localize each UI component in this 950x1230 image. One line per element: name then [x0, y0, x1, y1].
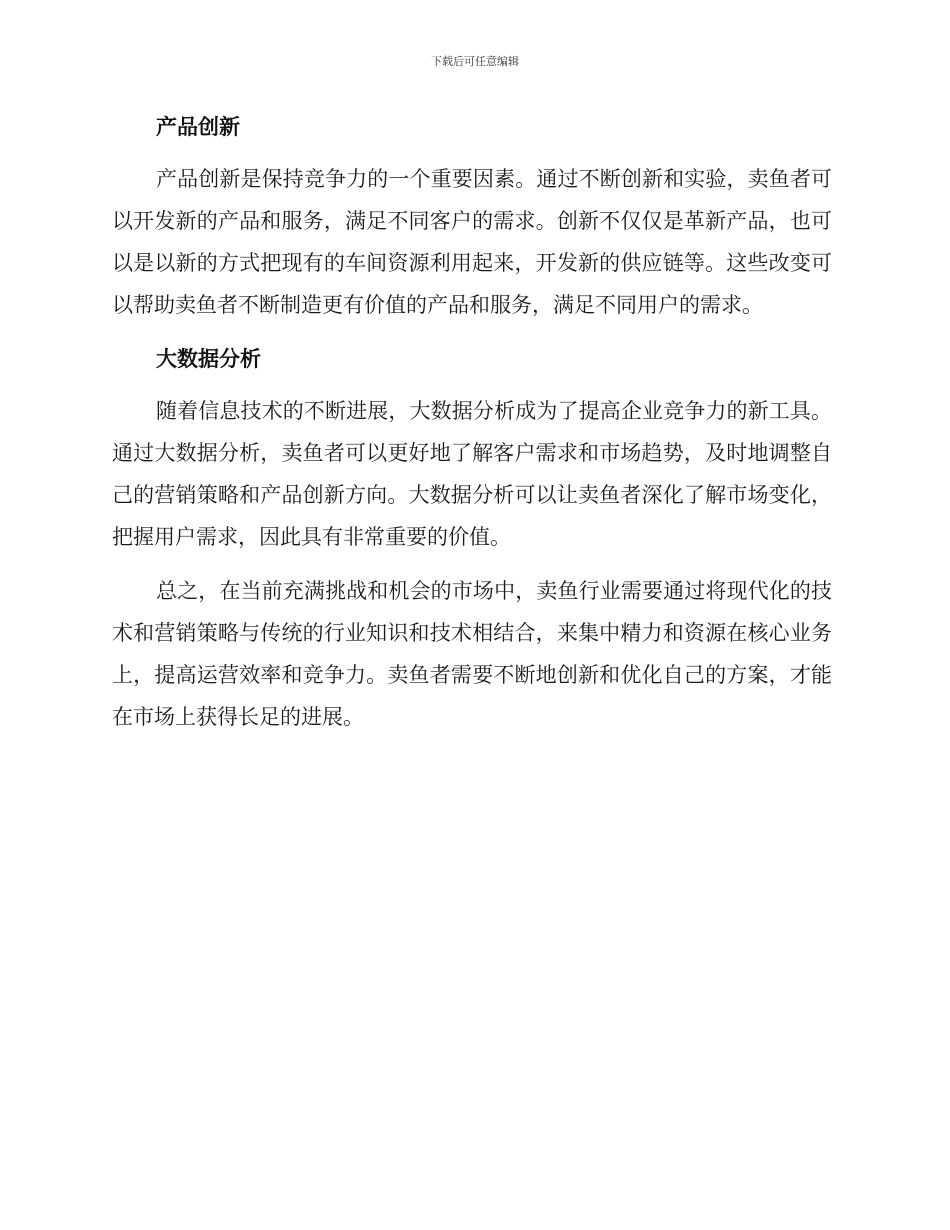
spacer [112, 380, 832, 390]
header-note: 下载后可任意编辑 [431, 55, 519, 68]
paragraph-big-data: 随着信息技术的不断进展，大数据分析成为了提高企业竞争力的新工具。通过大数据分析，卖鱼者可以更好地了解客户需求和市场趋势，及时地调整自己的营销策略和产品创新方向。大数据分析可以让卖鱼者深化了解市场变化，把握用户需求，因此具有非常重要的价值。 [112, 399, 832, 549]
document-body [112, 106, 832, 738]
paragraph-product-innovation: 产品创新是保持竞争力的一个重要因素。通过不断创新和实验，卖鱼者可以开发新的产品和服务，满足不同客户的需求。创新不仅仅是革新产品，也可以是以新的方式把现有的车间资源利用起来，开发新的供应链等。这些改变可以帮助卖鱼者不断制造更有价值的产品和服务，满足不同用户的需求。 [112, 167, 832, 317]
spacer [112, 558, 832, 570]
section-heading-product-innovation: 产品创新 [156, 114, 240, 139]
section-heading-big-data: 大数据分析 [156, 346, 261, 371]
spacer [112, 148, 832, 158]
paragraph-conclusion: 总之，在当前充满挑战和机会的市场中，卖鱼行业需要通过将现代化的技术和营销策略与传统的行业知识和技术相结合，来集中精力和资源在核心业务上，提高运营效率和竞争力。卖鱼者需要不断地创新和优化自己的方案，才能在市场上获得长足的进展。 [112, 579, 832, 729]
spacer [112, 326, 832, 338]
